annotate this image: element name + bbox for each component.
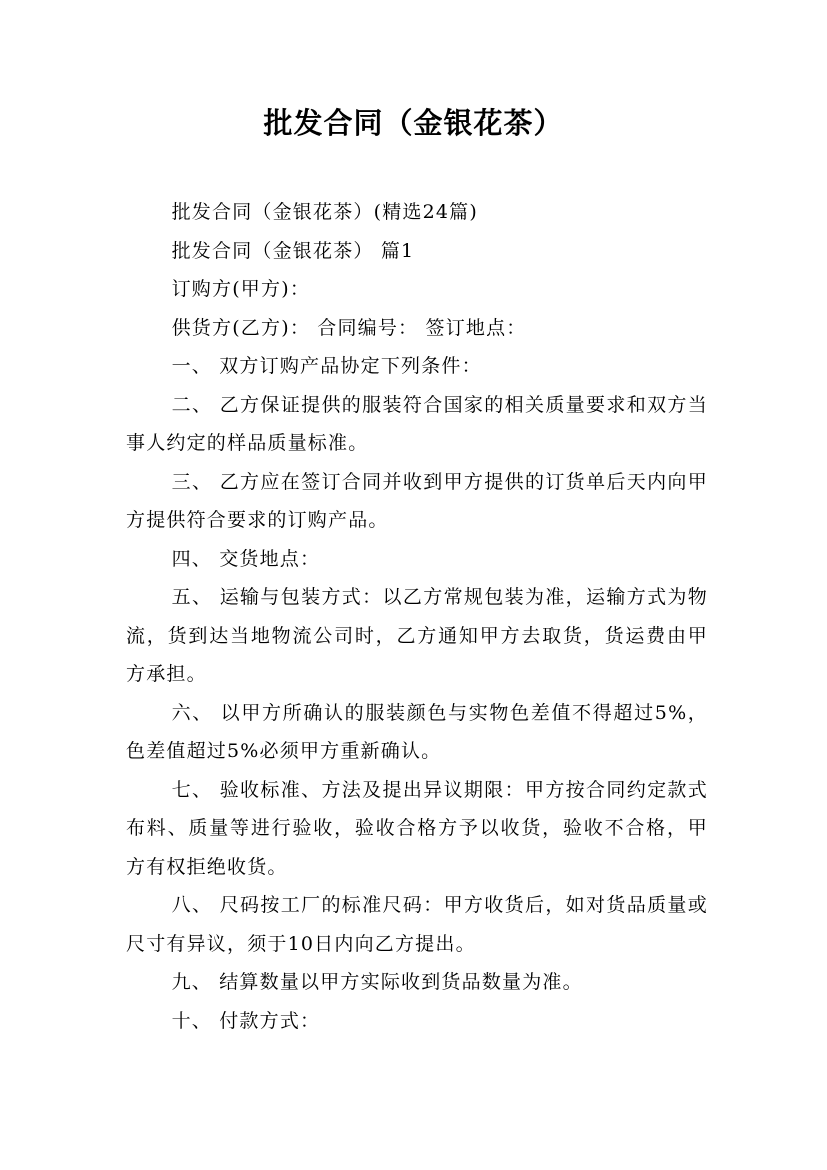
paragraph-subtitle: 批发合同（金银花茶）(精选24篇) <box>171 201 478 223</box>
paragraph-section-heading: 批发合同（金银花茶） 篇1 <box>171 239 415 262</box>
clause-7: 七、 验收标准、方法及提出异议期限：甲方按合同约定款式布料、质量等进行验收，验收合格方予以收货，验收不合格，甲方有权拒绝收货。 <box>126 778 708 878</box>
clause-4: 四、 交货地点： <box>171 547 321 570</box>
clause-5: 五、 运输与包装方式：以乙方常规包装为准，运输方式为物流，货到达当地物流公司时，乙方通知甲方去取货，货运费由甲方承担。 <box>126 586 708 685</box>
clause-9: 九、 结算数量以甲方实际收到货品数量为准。 <box>171 971 583 993</box>
document-body <box>126 193 708 1040</box>
clause-1: 一、 双方订购产品协定下列条件： <box>171 355 482 377</box>
clause-6: 六、 以甲方所确认的服装颜色与实物色差值不得超过5%，色差值超过5%必须甲方重新确认。 <box>126 701 708 762</box>
paragraph-buyer: 订购方(甲方)： <box>171 278 311 300</box>
document-title: 批发合同（金银花茶） <box>263 106 564 140</box>
clause-8: 八、 尺码按工厂的标准尺码：甲方收货后，如对货品质量或尺寸有异议，须于10日内向乙方提出。 <box>126 894 708 955</box>
clause-10: 十、 付款方式： <box>171 1009 321 1032</box>
paragraph-supplier: 供货方(乙方)： 合同编号： 签订地点： <box>171 316 527 339</box>
clause-2: 二、 乙方保证提供的服装符合国家的相关质量要求和双方当事人约定的样品质量标准。 <box>126 393 708 454</box>
clause-3: 三、 乙方应在签订合同并收到甲方提供的订货单后天内向甲方提供符合要求的订购产品。 <box>126 470 708 531</box>
